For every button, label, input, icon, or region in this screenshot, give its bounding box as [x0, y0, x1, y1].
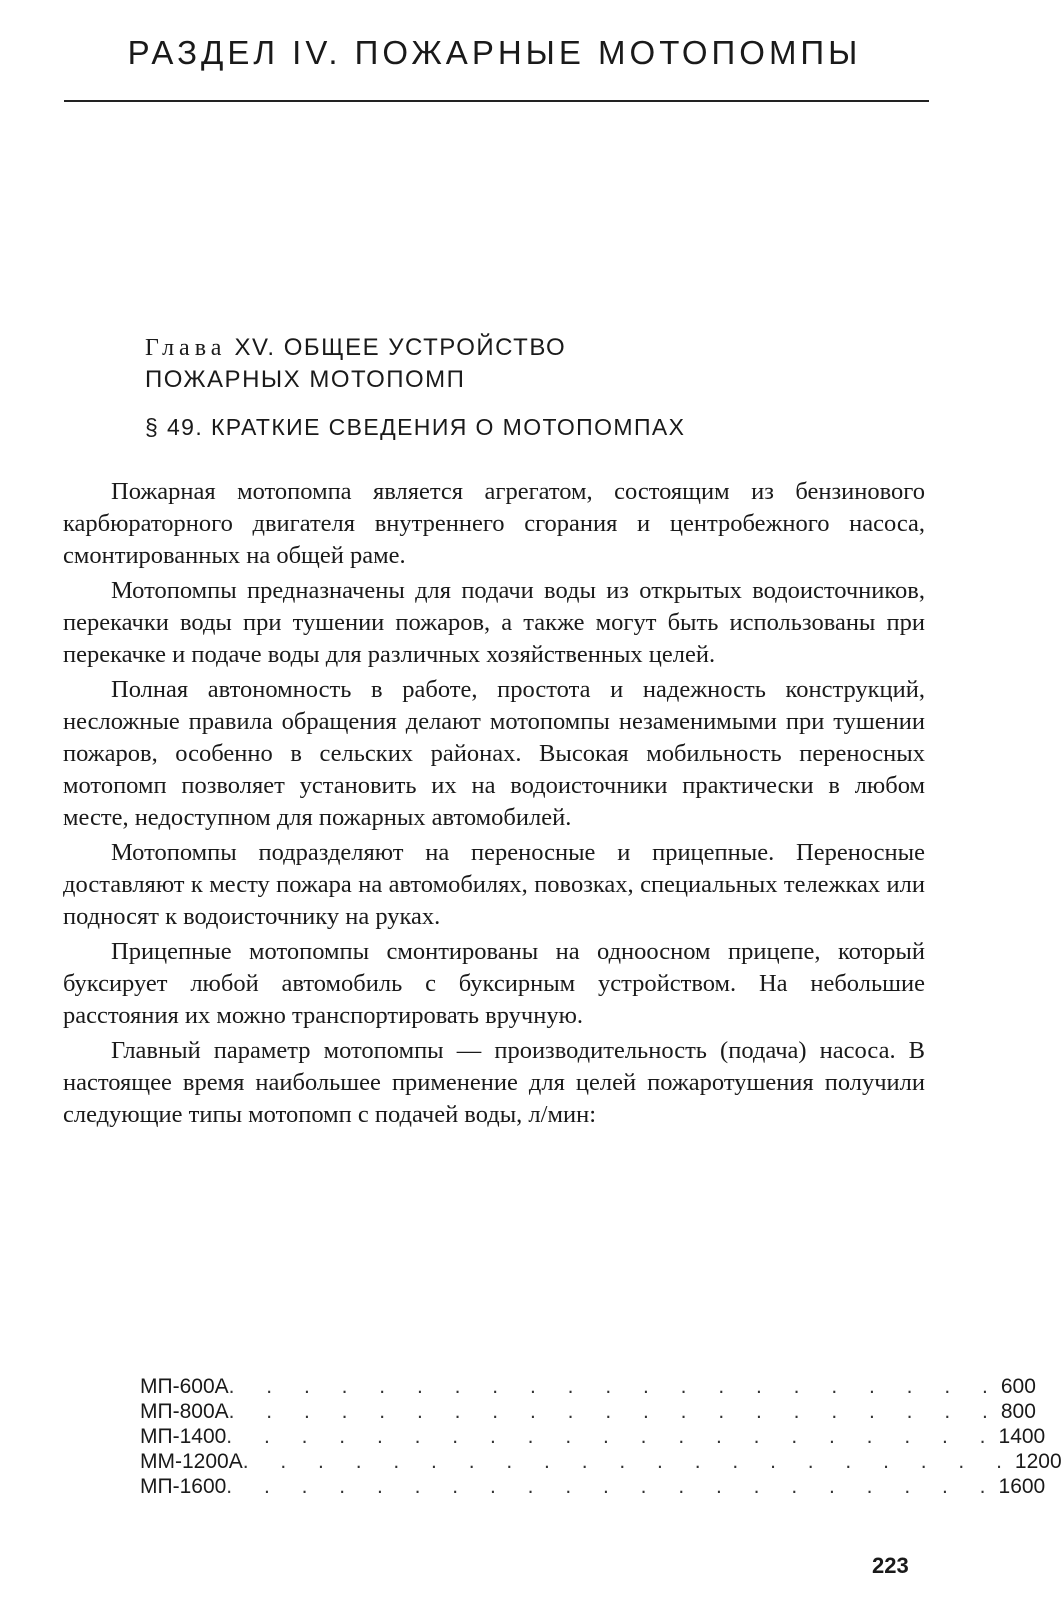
table-row: [140, 1374, 1036, 1399]
header-rule: [64, 100, 929, 102]
table-row: [140, 1474, 1046, 1499]
leader-dots: . . . . . . . . . . . . . . . . . . . . .: [228, 1375, 1001, 1398]
chapter-word: Глава: [145, 335, 227, 361]
paragraph: Мотопомпы предназначены для подачи воды из открытых водоисточников, перекачки воды при тушении пожаров, а также могут быть использованы при перекачке и подаче воды для различных хозяйственных целей.: [63, 577, 925, 668]
paragraph: Полная автономность в работе, простота и надежность конструкций, несложные правила обращения делают мотопомпы незаменимыми при тушении пожаров, особенно в сельских районах. Высокая мобильность переносных мотопомп позволяет установить их на водоисточники практически в любом месте, недоступном для пожарных автомобилей.: [63, 676, 925, 831]
table-row: [140, 1399, 1036, 1424]
chapter-heading: [145, 332, 566, 396]
paragraph: Мотопомпы подразделяют на переносные и прицепные. Переносные доставляют к месту пожара на автомобилях, повозках, специальных тележках или подносят к водоисточнику на руках.: [63, 839, 925, 930]
table-row: [140, 1424, 1046, 1449]
pump-capacity: 800: [1000, 1400, 1036, 1423]
body-text: [63, 476, 925, 1134]
pump-model: МП-600А: [140, 1375, 229, 1398]
pump-capacity: 1400: [998, 1425, 1046, 1448]
paragraph: Пожарная мотопомпа является агрегатом, состоящим из бензинового карбюраторного двигателя внутреннего сгорания и центробежного насоса, смонтированных на общей раме.: [63, 478, 925, 569]
pump-capacity: 1200: [1014, 1450, 1062, 1473]
pump-capacity: 1600: [998, 1475, 1046, 1498]
pump-model: МП-800А: [140, 1400, 229, 1423]
leader-dots: . . . . . . . . . . . . . . . . . . . . .: [242, 1450, 1015, 1473]
paragraph: Главный параметр мотопомпы — производительность (подача) насоса. В настоящее время наибольшее применение для целей пожаротушения получили следующие типы мотопомп с подачей воды, л/мин:: [63, 1037, 925, 1128]
pump-capacity-table: [140, 1374, 1062, 1499]
chapter-title-line1: XV. ОБЩЕЕ УСТРОЙСТВО: [234, 334, 567, 361]
chapter-title-line2: ПОЖАРНЫХ МОТОПОМП: [145, 366, 466, 393]
paragraph: Прицепные мотопомпы смонтированы на одноосном прицепе, который буксирует любой автомобиль с буксирным устройством. На небольшие расстояния их можно транспортировать вручную.: [63, 938, 925, 1029]
section-header: РАЗДЕЛ IV. ПОЖАРНЫЕ МОТОПОМПЫ: [127, 34, 862, 71]
table-row: [140, 1449, 1062, 1474]
pump-model: МП-1400: [140, 1425, 227, 1448]
pump-model: МП-1600: [140, 1475, 227, 1498]
leader-dots: . . . . . . . . . . . . . . . . . . . . .: [226, 1425, 999, 1448]
pump-model: ММ-1200А: [140, 1450, 243, 1473]
pump-capacity: 600: [1000, 1375, 1036, 1398]
paragraph-title: § 49. КРАТКИЕ СВЕДЕНИЯ О МОТОПОМПАХ: [145, 414, 686, 440]
leader-dots: . . . . . . . . . . . . . . . . . . . . .: [228, 1400, 1001, 1423]
leader-dots: . . . . . . . . . . . . . . . . . . . . .: [226, 1475, 999, 1498]
page-number: 223: [872, 1553, 909, 1578]
